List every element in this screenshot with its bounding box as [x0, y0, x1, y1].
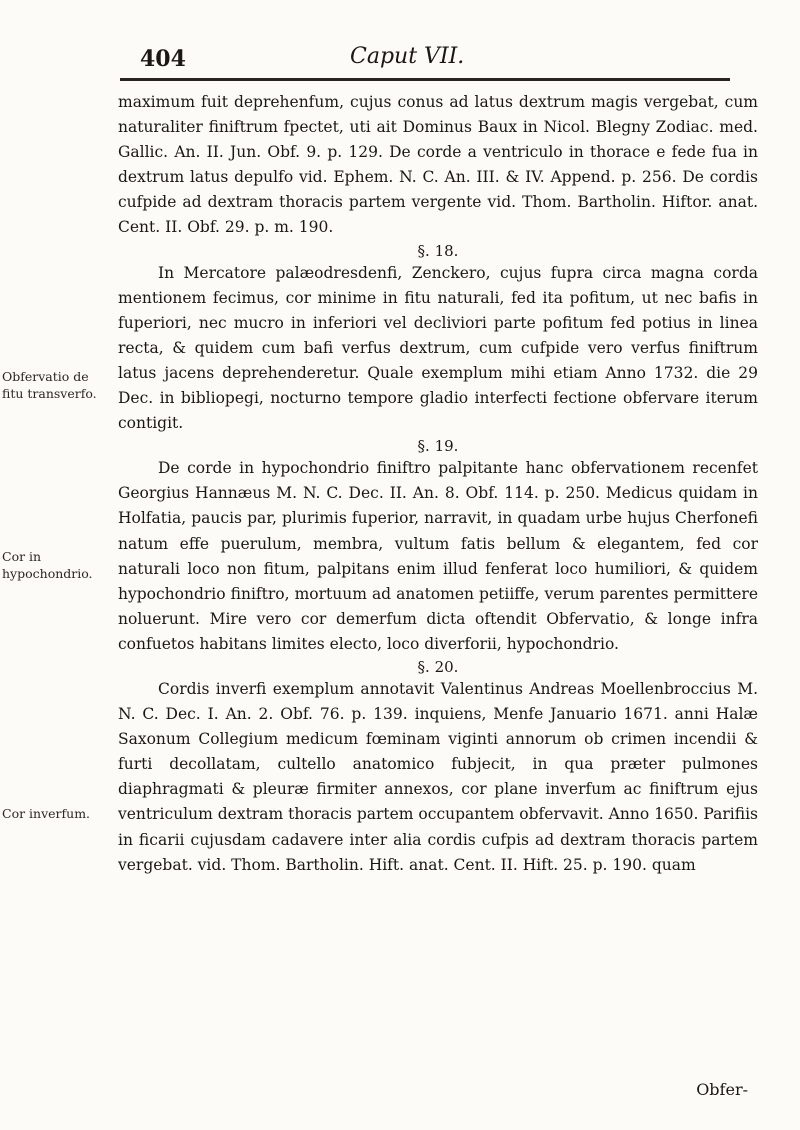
paragraph-20: Cordis inverfi exemplum annotavit Valentinus Andreas Moellenbroccius M. N. C. Dec. I. An. 2. Obf. 76. p. 139. inquiens, Menfe Januario 1671. anni Halæ Saxonum Collegium medicum fœminam viginti annorum ob crimen incendii & furti decollatam, cultello anatomico fubjecit, in qua præter pulmones diaphragmati & pleuræ firmiter annexos, cor plane inverfum ac finiftrum ejus ventriculum dextram thoracis partem occupantem obfervavit. Anno 1650. Parifiis in ficarii cujusdam cadavere inter alia cordis cufpis ad dextram thoracis partem vergebat. vid. Thom. Bartholin. Hift. anat. Cent. II. Hift. 25. p. 190. quam	[118, 679, 758, 874]
margin-note-cor-inversum: Cor inverfum.	[2, 806, 91, 821]
section-mark-18: §. 18.	[417, 241, 459, 260]
running-head: Caput VII.	[350, 44, 465, 69]
header-rule	[120, 78, 730, 81]
section-mark-19: §. 19.	[417, 437, 459, 456]
section-mark-20: §. 20.	[417, 657, 459, 676]
page-number: 404	[140, 46, 186, 72]
catchword: Obfer-	[696, 1080, 748, 1099]
main-text	[118, 90, 758, 878]
paragraph-19: De corde in hypochondrio finiftro palpitante hanc obfervationem recenfet Georgius Hannæus M. N. C. Dec. II. An. 8. Obf. 114. p. 250. Medicus quidam in Holfatia, paucis par, plurimis fuperior, narravit, in quadam urbe hujus Cherfonefi natum effe puerulum, membra, vultum fatis bellum & elegantem, fed cor naturali loco non fitum, palpitans enim illud fenferat loco humiliori, & quidem hypochondrio finiftro, mortuum ad anatomen petiiffe, verum parentes permittere noluerunt. Mire vero cor demerfum dicta oftendit Obfervatio, & longe infra confuetos habitans limites electo, loco diverforii, hypochondrio.	[118, 459, 758, 653]
margin-note-observatio: Obfervatio de fitu transverfo.	[2, 369, 97, 401]
page-header	[120, 40, 760, 80]
paragraph-18: In Mercatore palæodresdenfi, Zenckero, cujus fupra circa magna corda mentionem fecimus, cor minime in fitu naturali, fed ita pofitum, ut nec bafis in fuperiori, nec mucro in inferiori vel decliviori parte pofitum fed potius in linea recta, & quidem cum bafi verfus dextrum, cum cufpide vero verfus finiftrum latus jacens deprehenderetur. Quale exemplum mihi etiam Anno 1732. die 29 Dec. in bibliopegi, nocturno tempore gladio interfecti fectione obfervare iterum contigit.	[118, 263, 758, 433]
paragraph-continuation: maximum fuit deprehenfum, cujus conus ad latus dextrum magis vergebat, cum naturaliter finiftrum fpectet, uti ait Dominus Baux in Nicol. Blegny Zodiac. med. Gallic. An. II. Jun. Obf. 9. p. 129. De corde a ventriculo in thorace e fede fua in dextrum latus depulfo vid. Ephem. N. C. An. III. & IV. Append. p. 256. De cordis cufpide ad dextram thoracis partem vergente vid. Thom. Bartholin. Hiftor. anat. Cent. II. Obf. 29. p. m. 190.	[118, 93, 758, 237]
margin-note-cor-hypochondrio: Cor in hypochondrio.	[2, 549, 93, 581]
